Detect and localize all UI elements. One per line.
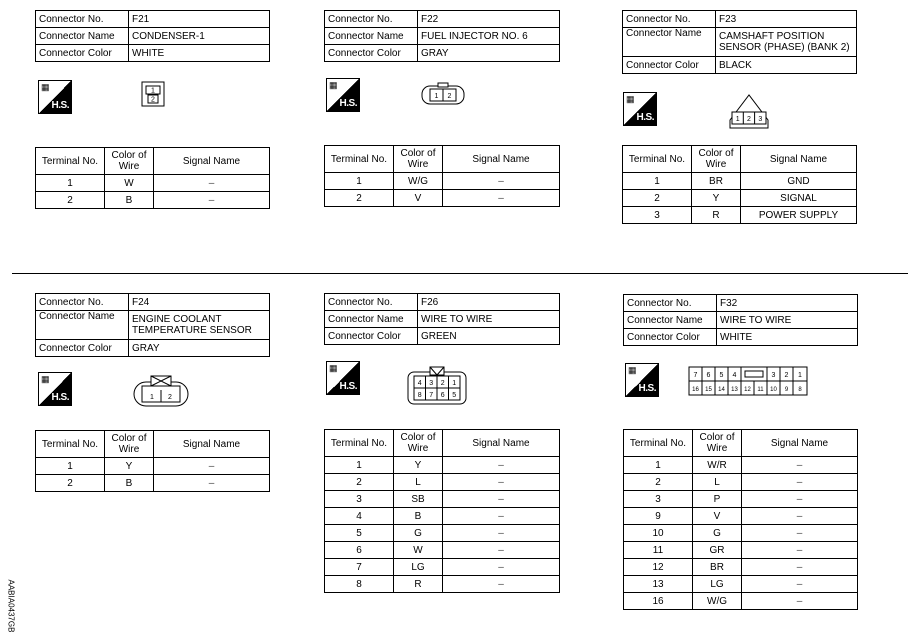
connector-color-value: GRAY	[129, 340, 270, 357]
table-row: 1 BR GND	[623, 173, 857, 190]
table-row: 6 W –	[325, 542, 560, 559]
connector-f21	[35, 10, 270, 62]
table-row: 2 L –	[325, 474, 560, 491]
terminal-table-f32	[623, 429, 858, 610]
connector-no-value: F23	[716, 11, 857, 28]
pin-label: 8	[417, 392, 422, 399]
connector-no-value: F32	[717, 295, 858, 312]
terminal-table-f21	[35, 147, 270, 209]
pin-label: 2	[168, 394, 172, 401]
hs-label: H.S.	[339, 381, 357, 392]
pin-label: 1	[452, 380, 457, 387]
harness-side-icon	[623, 92, 657, 126]
table-row: 1 Y –	[325, 457, 560, 474]
connector-name-label: Connector Name	[36, 28, 129, 45]
table-row: 1 W –	[36, 175, 270, 192]
connector-name-label: Connector Name	[325, 311, 418, 328]
color-of-wire-header: Color of Wire	[394, 146, 443, 173]
connector-color-value: BLACK	[716, 57, 857, 74]
connector-no-value: F22	[418, 11, 560, 28]
pin-label: 4	[417, 380, 422, 387]
table-row: 2 V –	[325, 190, 560, 207]
connector-no-label: Connector No.	[36, 294, 129, 311]
hs-label: H.S.	[636, 112, 654, 123]
table-row: 3 SB –	[325, 491, 560, 508]
connector-no-value: F21	[129, 11, 270, 28]
connector-no-label: Connector No.	[325, 11, 418, 28]
connector-info-table	[324, 293, 560, 345]
connector-name-value: WIRE TO WIRE	[418, 311, 560, 328]
pin-label: 2	[747, 116, 751, 123]
pin-label: 3	[771, 372, 776, 379]
terminal-table-f24	[35, 430, 270, 492]
signal-name-header: Signal Name	[443, 430, 560, 457]
connector-no-label: Connector No.	[624, 295, 717, 312]
pin-label: 6	[440, 392, 445, 399]
color-of-wire-header: Color of Wire	[693, 430, 742, 457]
pin-label: 13	[731, 387, 738, 393]
table-row: 7 LG –	[325, 559, 560, 576]
signal-name-header: Signal Name	[443, 146, 560, 173]
connector-name-value: CAMSHAFT POSITION SENSOR (PHASE) (BANK 2)	[716, 28, 857, 57]
color-of-wire-header: Color of Wire	[105, 431, 154, 458]
connector-color-label: Connector Color	[624, 329, 717, 346]
color-of-wire-header: Color of Wire	[692, 146, 741, 173]
pin-label: 10	[770, 387, 777, 393]
pin-label: 8	[798, 387, 802, 393]
connector-info-table	[324, 10, 560, 62]
hs-label: H.S.	[638, 383, 656, 394]
connector-glyph-icon: ▦	[628, 365, 637, 375]
pin-label: 12	[744, 387, 751, 393]
table-row: 16 W/G –	[624, 593, 858, 610]
connector-f26	[324, 293, 560, 345]
pin-label: 15	[705, 387, 712, 393]
terminal-table-f22	[324, 145, 560, 207]
terminal-no-header: Terminal No.	[325, 146, 394, 173]
harness-side-icon	[38, 80, 72, 114]
terminal-no-header: Terminal No.	[623, 146, 692, 173]
connector-color-label: Connector Color	[325, 45, 418, 62]
table-row: 11 GR –	[624, 542, 858, 559]
pin-label: 1	[150, 394, 154, 401]
pin-label: 7	[429, 392, 434, 399]
connector-info-table	[622, 10, 857, 74]
pin-label: 14	[718, 387, 725, 393]
table-row: 3 P –	[624, 491, 858, 508]
connector-color-label: Connector Color	[36, 45, 129, 62]
connector-no-label: Connector No.	[325, 294, 418, 311]
table-row: 1 W/R –	[624, 457, 858, 474]
connector-name-value: CONDENSER-1	[129, 28, 270, 45]
connector-glyph-icon: ▦	[329, 80, 338, 90]
hs-label: H.S.	[339, 98, 357, 109]
table-row: 4 B –	[325, 508, 560, 525]
table-row: 13 LG –	[624, 576, 858, 593]
harness-side-icon	[326, 361, 360, 395]
pin-label: 1	[735, 116, 740, 123]
connector-info-table	[35, 10, 270, 62]
connector-info-table	[35, 293, 270, 357]
connector-name-value: WIRE TO WIRE	[717, 312, 858, 329]
pin-label: 3	[429, 380, 434, 387]
connector-no-value: F24	[129, 294, 270, 311]
table-row: 10 G –	[624, 525, 858, 542]
pin-label: 16	[692, 387, 699, 393]
connector-face-diagram-f32	[688, 366, 808, 396]
connector-face-diagram-f24	[132, 374, 190, 410]
table-row: 2 L –	[624, 474, 858, 491]
harness-side-icon	[38, 372, 72, 406]
terminal-no-header: Terminal No.	[36, 148, 105, 175]
hs-label: H.S.	[51, 392, 69, 403]
pin-label: 1	[434, 93, 439, 100]
table-row: 12 BR –	[624, 559, 858, 576]
pin-label: 5	[719, 372, 724, 379]
table-row: 8 R –	[325, 576, 560, 593]
connector-color-label: Connector Color	[325, 328, 418, 345]
connector-glyph-icon: ▦	[626, 94, 635, 104]
terminal-table-f23	[622, 145, 857, 224]
table-row: 2 B –	[36, 475, 270, 492]
connector-color-label: Connector Color	[623, 57, 716, 74]
hs-label: H.S.	[51, 100, 69, 111]
harness-side-icon	[326, 78, 360, 112]
connector-f32	[623, 294, 858, 346]
harness-side-icon	[625, 363, 659, 397]
pin-label: 5	[452, 392, 457, 399]
connector-face-diagram-f26	[406, 366, 468, 406]
connector-f22	[324, 10, 560, 62]
pin-label: 2	[151, 96, 155, 104]
connector-glyph-icon: ▦	[41, 82, 50, 92]
terminal-no-header: Terminal No.	[624, 430, 693, 457]
connector-info-table	[623, 294, 858, 346]
terminal-no-header: Terminal No.	[325, 430, 394, 457]
connector-color-value: WHITE	[717, 329, 858, 346]
section-divider	[12, 273, 908, 274]
table-row: 9 V –	[624, 508, 858, 525]
reference-code: AABIA0437GB	[6, 579, 16, 633]
connector-face-diagram-f23	[724, 92, 774, 132]
pin-label: 3	[758, 116, 763, 123]
color-of-wire-header: Color of Wire	[105, 148, 154, 175]
connector-color-label: Connector Color	[36, 340, 129, 357]
pin-label: 2	[784, 372, 789, 379]
signal-name-header: Signal Name	[154, 148, 270, 175]
pin-label: 11	[757, 387, 764, 393]
connector-no-label: Connector No.	[36, 11, 129, 28]
connector-glyph-icon: ▦	[41, 374, 50, 384]
connector-no-value: F26	[418, 294, 560, 311]
pin-label: 9	[784, 387, 789, 393]
connector-name-label: Connector Name	[325, 28, 418, 45]
connector-glyph-icon: ▦	[329, 363, 338, 373]
connector-face-diagram-f21	[138, 80, 168, 110]
terminal-table-f26	[324, 429, 560, 593]
connector-f23	[622, 10, 857, 74]
connector-name-value: ENGINE COOLANT TEMPERATURE SENSOR	[129, 311, 270, 340]
connector-color-value: GREEN	[418, 328, 560, 345]
connector-name-label: Connector Name	[623, 28, 716, 57]
table-row: 2 B –	[36, 192, 270, 209]
pin-label: 4	[732, 372, 737, 379]
pin-label: 1	[151, 87, 155, 95]
connector-face-diagram-f22	[420, 82, 466, 108]
table-row: 1 W/G –	[325, 173, 560, 190]
connector-name-label: Connector Name	[624, 312, 717, 329]
color-of-wire-header: Color of Wire	[394, 430, 443, 457]
signal-name-header: Signal Name	[742, 430, 858, 457]
pin-label: 1	[798, 372, 802, 379]
pin-label: 2	[440, 380, 445, 387]
connector-no-label: Connector No.	[623, 11, 716, 28]
pin-label: 2	[447, 93, 452, 100]
connector-name-label: Connector Name	[36, 311, 129, 340]
connector-name-value: FUEL INJECTOR NO. 6	[418, 28, 560, 45]
connector-color-value: GRAY	[418, 45, 560, 62]
terminal-no-header: Terminal No.	[36, 431, 105, 458]
table-row: 3 R POWER SUPPLY	[623, 207, 857, 224]
table-row: 2 Y SIGNAL	[623, 190, 857, 207]
connector-f24	[35, 293, 270, 357]
table-row: 5 G –	[325, 525, 560, 542]
pin-label: 6	[706, 372, 711, 379]
pin-label: 7	[693, 372, 698, 379]
connector-color-value: WHITE	[129, 45, 270, 62]
signal-name-header: Signal Name	[741, 146, 857, 173]
table-row: 1 Y –	[36, 458, 270, 475]
signal-name-header: Signal Name	[154, 431, 270, 458]
